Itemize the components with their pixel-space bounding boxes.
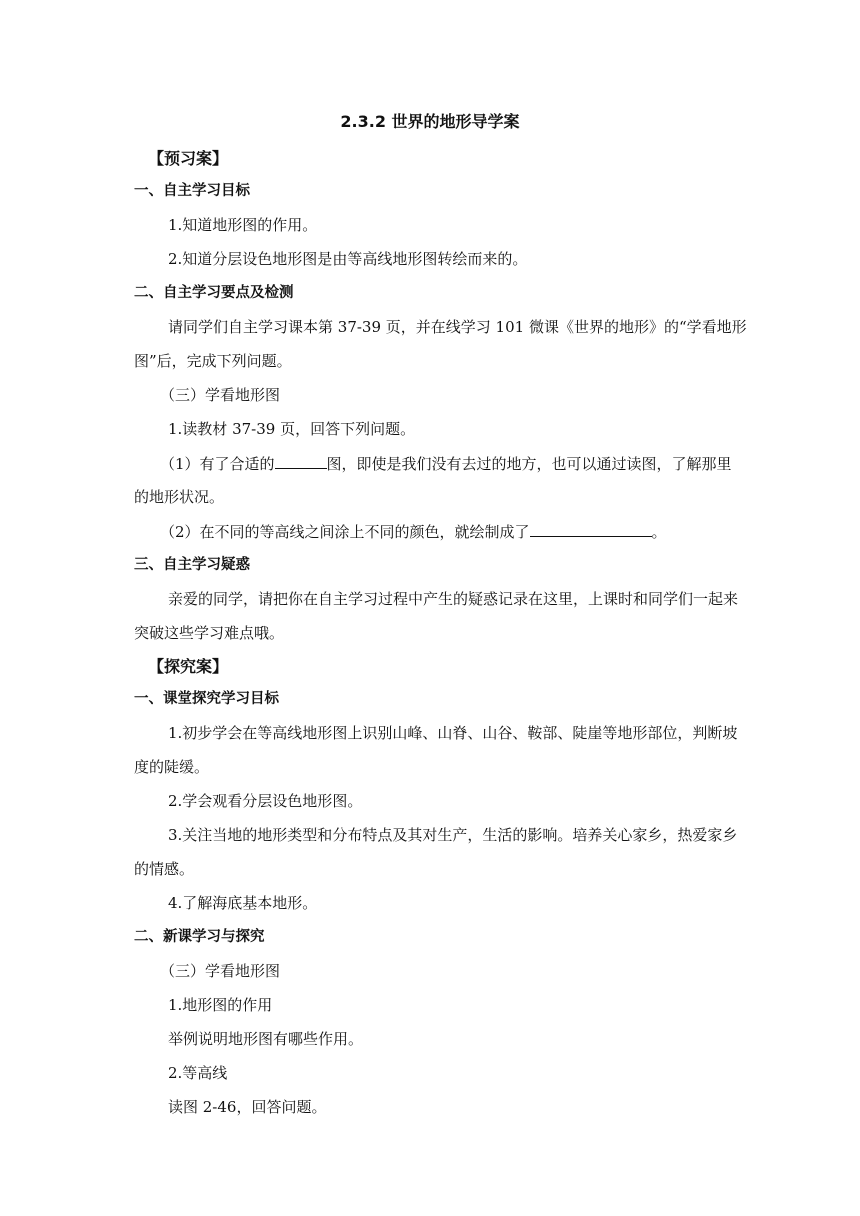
preview-section-3-title: 三、自主学习疑惑	[134, 557, 250, 573]
explore-section-1-title: 一、课堂探究学习目标	[134, 691, 279, 707]
preview-section-2-title: 二、自主学习要点及检测	[134, 285, 294, 301]
preview-header: 【预习案】	[148, 149, 229, 168]
preview-goal-1: 1.知道地形图的作用。	[168, 216, 318, 234]
preview-intro-line-2: 图”后，完成下列问题。	[134, 352, 292, 370]
explore-goal-1-line-2: 度的陡缓。	[134, 758, 210, 776]
preview-section-1-title: 一、自主学习目标	[134, 183, 250, 199]
explore-goal-4: 4.了解海底基本地形。	[168, 894, 318, 912]
answer-blank-2[interactable]	[530, 521, 652, 537]
document-title: 2.3.2 世界的地形导学案	[340, 112, 520, 131]
explore-item-1: 1.地形图的作用	[168, 996, 273, 1014]
preview-question-2	[160, 521, 733, 542]
preview-question-1-cont: 的地形状况。	[134, 488, 225, 506]
answer-blank-1[interactable]	[275, 453, 327, 469]
preview-doubt-line-1: 亲爱的同学，请把你在自主学习过程中产生的疑惑记录在这里，上课时和同学们一起来	[168, 590, 739, 608]
question-2-text-b: 。	[651, 523, 667, 541]
explore-goal-2: 2.学会观看分层设色地形图。	[168, 792, 363, 810]
question-1-text-b: 图，即使是我们没有去过的地方，也可以通过读图，了解那里	[326, 455, 732, 473]
explore-header: 【探究案】	[148, 657, 229, 676]
explore-goal-1-line-1: 1.初步学会在等高线地形图上识别山峰、山脊、山谷、鞍部、陡崖等地形部位，判断坡	[168, 724, 738, 742]
preview-subsection: （三）学看地形图	[160, 386, 281, 404]
preview-question-1	[160, 453, 733, 474]
question-2-text-a: （2）在不同的等高线之间涂上不同的颜色，就绘制成了	[160, 523, 530, 541]
explore-section-2-title: 二、新课学习与探究	[134, 929, 265, 945]
question-1-text-a: （1）有了合适的	[160, 455, 275, 473]
explore-subsection: （三）学看地形图	[160, 962, 281, 980]
explore-goal-3-line-2: 的情感。	[134, 860, 195, 878]
explore-item-2-text: 读图 2-46，回答问题。	[168, 1098, 327, 1116]
preview-goal-2: 2.知道分层设色地形图是由等高线地形图转绘而来的。	[168, 250, 528, 268]
explore-item-1-text: 举例说明地形图有哪些作用。	[168, 1030, 364, 1048]
preview-intro-line-1: 请同学们自主学习课本第 37-39 页，并在线学习 101 微课《世界的地形》的“学看地形	[168, 318, 747, 336]
explore-goal-3-line-1: 3.关注当地的地形类型和分布特点及其对生产，生活的影响。培养关心家乡，热爱家乡	[168, 826, 738, 844]
explore-item-2: 2.等高线	[168, 1064, 228, 1082]
preview-question: 1.读教材 37-39 页，回答下列问题。	[168, 420, 416, 438]
preview-doubt-line-2: 突破这些学习难点哦。	[134, 624, 285, 642]
